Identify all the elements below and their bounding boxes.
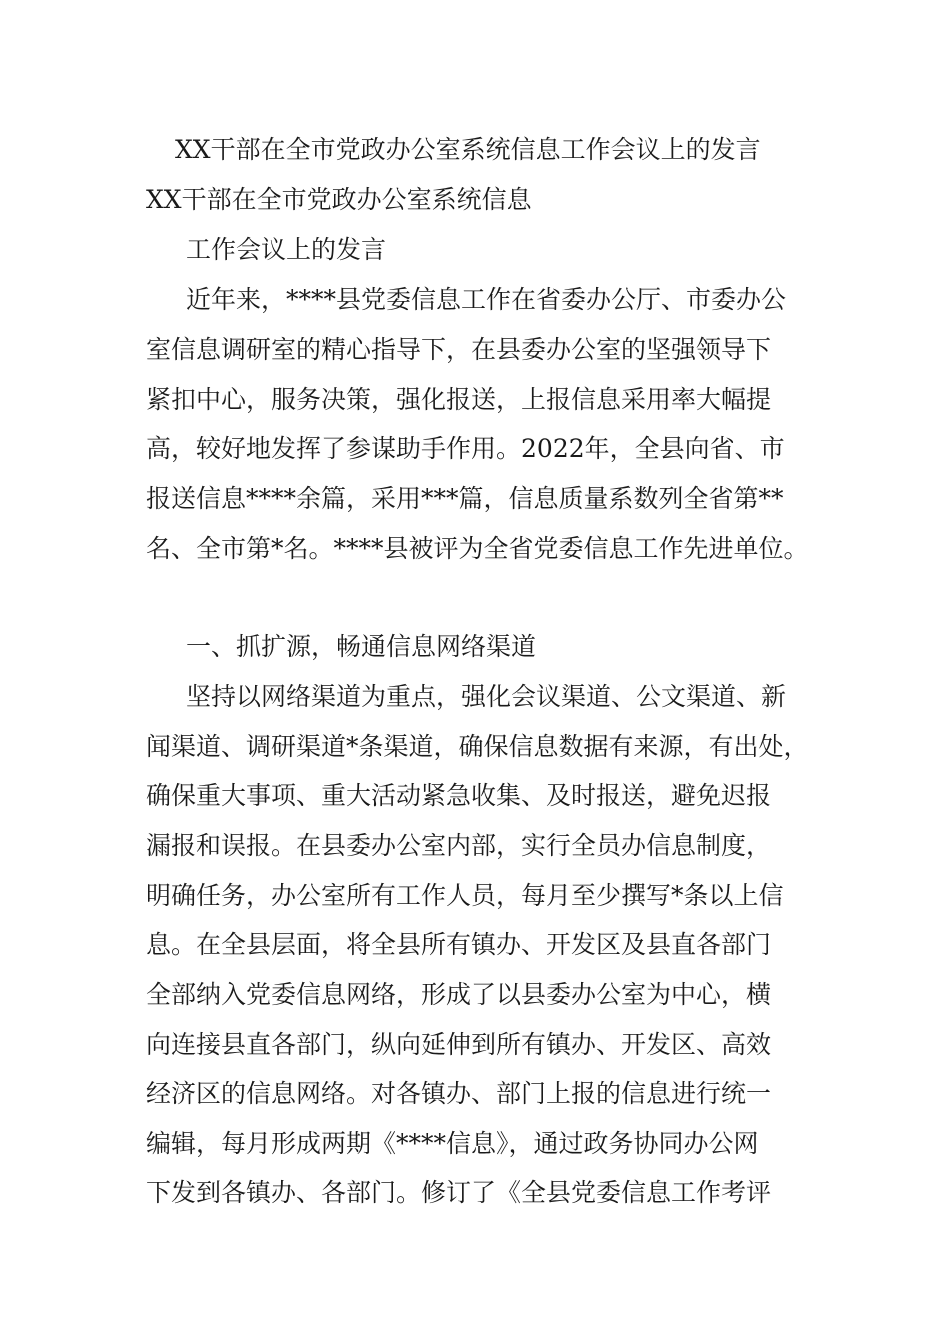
document-title-line: XX干部在全市党政办公室系统信息工作会议上的发言 xyxy=(175,135,761,164)
paragraph-2-line: 向连接县直各部门，纵向延伸到所有镇办、开发区、高效 xyxy=(146,1030,772,1059)
section-1-heading: 一、抓扩源，畅通信息网络渠道 xyxy=(186,632,537,661)
paragraph-2-line: 息。在全县层面，将全县所有镇办、开发区及县直各部门 xyxy=(146,930,772,959)
paragraph-2-line: 漏报和误报。在县委办公室内部，实行全员办信息制度， xyxy=(146,831,772,860)
paragraph-1-line: 高，较好地发挥了参谋助手作用。2022年，全县向省、市 xyxy=(146,434,785,463)
paragraph-2-line: 闻渠道、调研渠道*条渠道，确保信息数据有来源，有出处， xyxy=(146,732,809,761)
document-heading-line-1: XX干部在全市党政办公室系统信息 xyxy=(146,185,532,214)
paragraph-2-line: 下发到各镇办、各部门。修订了《全县党委信息工作考评 xyxy=(146,1178,772,1207)
paragraph-1-line: 名、全市第*名。****县被评为全省党委信息工作先进单位。 xyxy=(146,534,809,563)
document-heading-line-2: 工作会议上的发言 xyxy=(186,235,387,264)
paragraph-2-line: 明确任务，办公室所有工作人员，每月至少撰写*条以上信 xyxy=(146,881,784,910)
paragraph-2-line: 经济区的信息网络。对各镇办、部门上报的信息进行统一 xyxy=(146,1079,772,1108)
paragraph-1-line: 室信息调研室的精心指导下，在县委办公室的坚强领导下 xyxy=(146,335,772,364)
paragraph-1-line: 报送信息****余篇，采用***篇，信息质量系数列全省第** xyxy=(146,484,784,513)
paragraph-2-line: 坚持以网络渠道为重点，强化会议渠道、公文渠道、新 xyxy=(186,682,787,711)
paragraph-2-line: 全部纳入党委信息网络，形成了以县委办公室为中心，横 xyxy=(146,980,772,1009)
paragraph-1-line: 紧扣中心，服务决策，强化报送，上报信息采用率大幅提 xyxy=(146,385,772,414)
paragraph-1-line: 近年来，****县党委信息工作在省委办公厅、市委办公 xyxy=(186,285,787,314)
paragraph-2-line: 编辑，每月形成两期《****信息》，通过政务协同办公网 xyxy=(146,1129,759,1158)
paragraph-2-line: 确保重大事项、重大活动紧急收集、及时报送，避免迟报 xyxy=(146,781,772,810)
